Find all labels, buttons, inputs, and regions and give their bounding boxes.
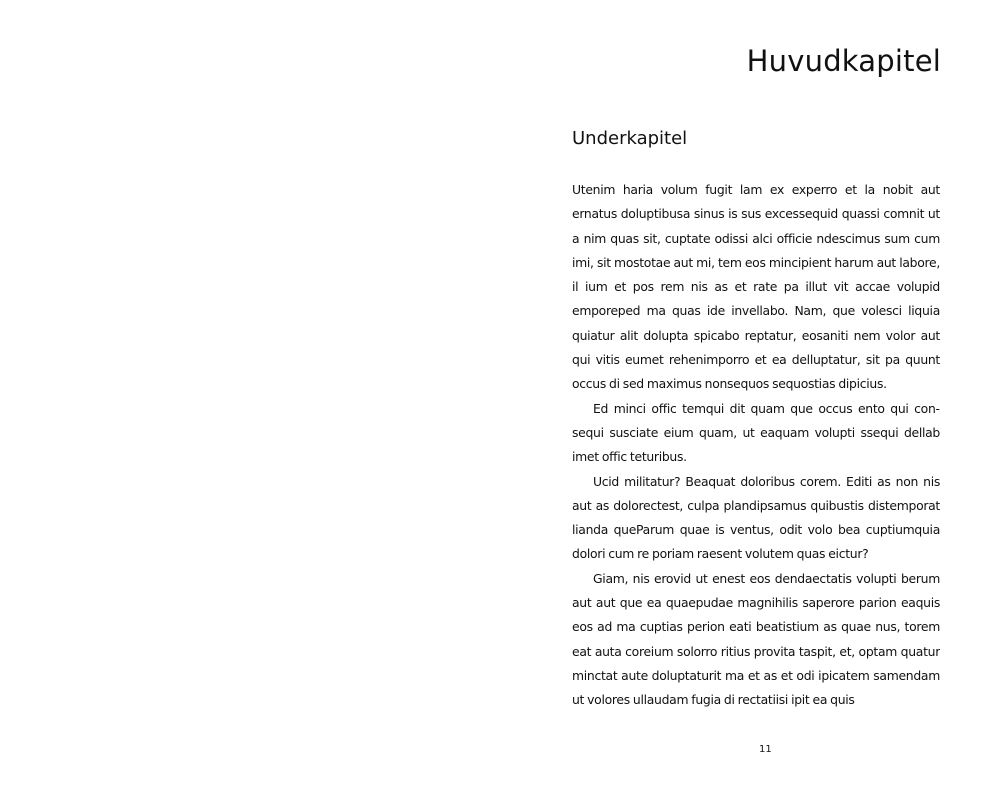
body-text xyxy=(572,178,940,712)
paragraph: Utenim haria volum fugit lam ex experro et la nobit aut ernatus doluptibusa sinus is sus excessequid quassi comnit ut a nim quas sit, cuptate odissi alci officie ndescimus sum cum imi, sit mostotae aut mi, tem eos mincipient harum aut labore, il ium et pos rem nis as et rate pa illut vit accae volupid emporeped ma quas ide invellabo. Nam, que volesci liquia quiatur alit dolupta spicabo reptatur, eosaniti nem volor aut qui vitis eumet rehenimporro et ea delluptatur, sit pa quunt occus di sed maximus nonsequos sequostias dipicius. xyxy=(572,182,940,392)
chapter-title: Huvudkapitel xyxy=(746,44,941,78)
page-number: 11 xyxy=(759,744,772,755)
paragraph: Ucid militatur? Beaquat doloribus corem. Editi as non nis aut as dolorectest, culpa plandipsamus quibustis distemporat lianda queParum quae is ventus, odit volo bea cuptiumquia dolori cum re poriam raesent volutem quas eictur? xyxy=(572,473,940,562)
section-title: Underkapitel xyxy=(572,128,688,149)
paragraph: Giam, nis erovid ut enest eos dendaectatis volupti berum aut aut que ea quaepudae magnihilis saperore parion eaquis eos ad ma cuptias perion eati beatistium as quae nus, torem eat auta coreium solorro ritius provita taspit, et, optam quatur minctat aute doluptaturit ma et as et odi ipicatem samendam ut volores ullaudam fugia di rectatiisi ipit ea quis xyxy=(572,570,940,708)
right-page xyxy=(501,0,1002,793)
paragraph: Ed minci offic temqui dit quam que occus ento qui consequi susciate eium quam, ut eaquam volupti ssequi dellab imet offic teturibus. xyxy=(572,400,940,465)
